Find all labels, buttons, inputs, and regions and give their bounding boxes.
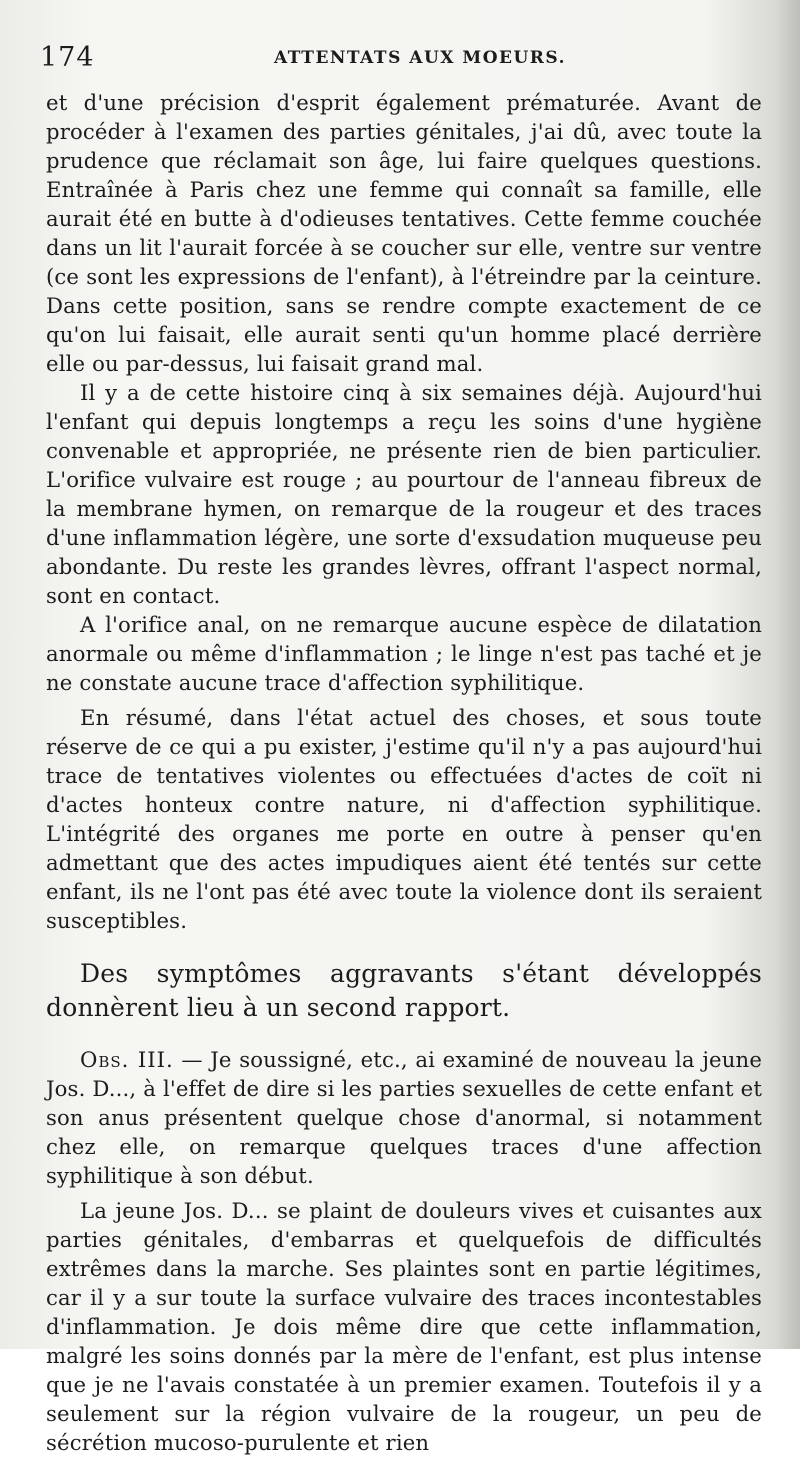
paragraph-second-exam: La jeune Jos. D... se plaint de douleurs vives et cuisantes aux parties génitales, d'embarras et quelquefois de difficultés extrêmes dans la marche. Ses plaintes sont en partie légitimes, car il y a sur toute la surface vulvaire des traces incontestables d'inflammation. Je dois même dire que cette inflammation, malgré les soins donnés par la mère de l'enfant, est plus intense que je ne l'avais constatée à un premier examen. Toutefois il y a seulement sur la région vulvaire de la rougeur, un peu de sécrétion mucoso-purulente et rien	[46, 1198, 762, 1455]
paragraph-summary: En résumé, dans l'état actuel des choses, et sous toute réserve de ce qui a pu exister, j'estime qu'il n'y a pas aujourd'hui trace de tentatives violentes ou effectuées d'actes de coït ni d'actes honteux contre nature, ni d'affection syphilitique. L'intégrité des organes me porte en outre à penser qu'en admettant que des actes impudiques aient été tentés sur cette enfant, ils ne l'ont pas été avec toute la violence dont ils seraient susceptibles.	[46, 705, 762, 933]
page-header	[40, 42, 760, 82]
observation-paragraph	[46, 1045, 762, 1190]
observation-label: Obs. III.	[80, 1047, 174, 1072]
paragraph-continuation: et d'une précision d'esprit également prématurée. Avant de procéder à l'examen des parties génitales, j'ai dû, avec toute la prudence que réclamait son âge, lui faire quelques questions. Entraînée à Paris chez une femme qui connaît sa famille, elle aurait été en butte à d'odieuses tentatives. Cette femme couchée dans un lit l'aurait forcée à se coucher sur elle, ventre sur ventre (ce sont les expressions de l'enfant), à l'étreindre par la ceinture. Dans cette position, sans se rendre compte exactement de ce qu'on lui faisait, elle aurait senti qu'un homme placé derrière elle ou par-dessus, lui faisait grand mal.	[46, 90, 762, 376]
observation-text: — Je soussigné, etc., ai examiné de nouveau la jeune Jos. D..., à l'effet de dire si les parties sexuelles de cette enfant et son anus présentent quelque chose d'anormal, si notamment chez elle, on remarque quelques traces d'une affection syphilitique à son début.	[46, 1047, 763, 1188]
page-body	[46, 88, 762, 1457]
paragraph-history: Il y a de cette histoire cinq à six semaines déjà. Aujourd'hui l'enfant qui depuis longtemps a reçu les soins d'une hygiène convenable et appropriée, ne présente rien de bien particulier. L'orifice vulvaire est rouge ; au pourtour de l'anneau fibreux de la membrane hymen, on remarque de la rougeur et des traces d'une inflammation légère, une sorte d'exsudation muqueuse peu abondante. Du reste les grandes lèvres, offrant l'aspect normal, sont en contact.	[46, 380, 762, 608]
page-number: 174	[40, 42, 95, 73]
section-heading: Des symptômes aggravants s'étant développés donnèrent lieu à un second rapport.	[46, 959, 762, 1022]
running-title: ATTENTATS AUX MOEURS.	[273, 48, 567, 68]
paragraph-anal-exam: A l'orifice anal, on ne remarque aucune espèce de dilatation anormale ou même d'inflammation ; le linge n'est pas taché et je ne constate aucune trace d'affection syphilitique.	[46, 612, 762, 695]
